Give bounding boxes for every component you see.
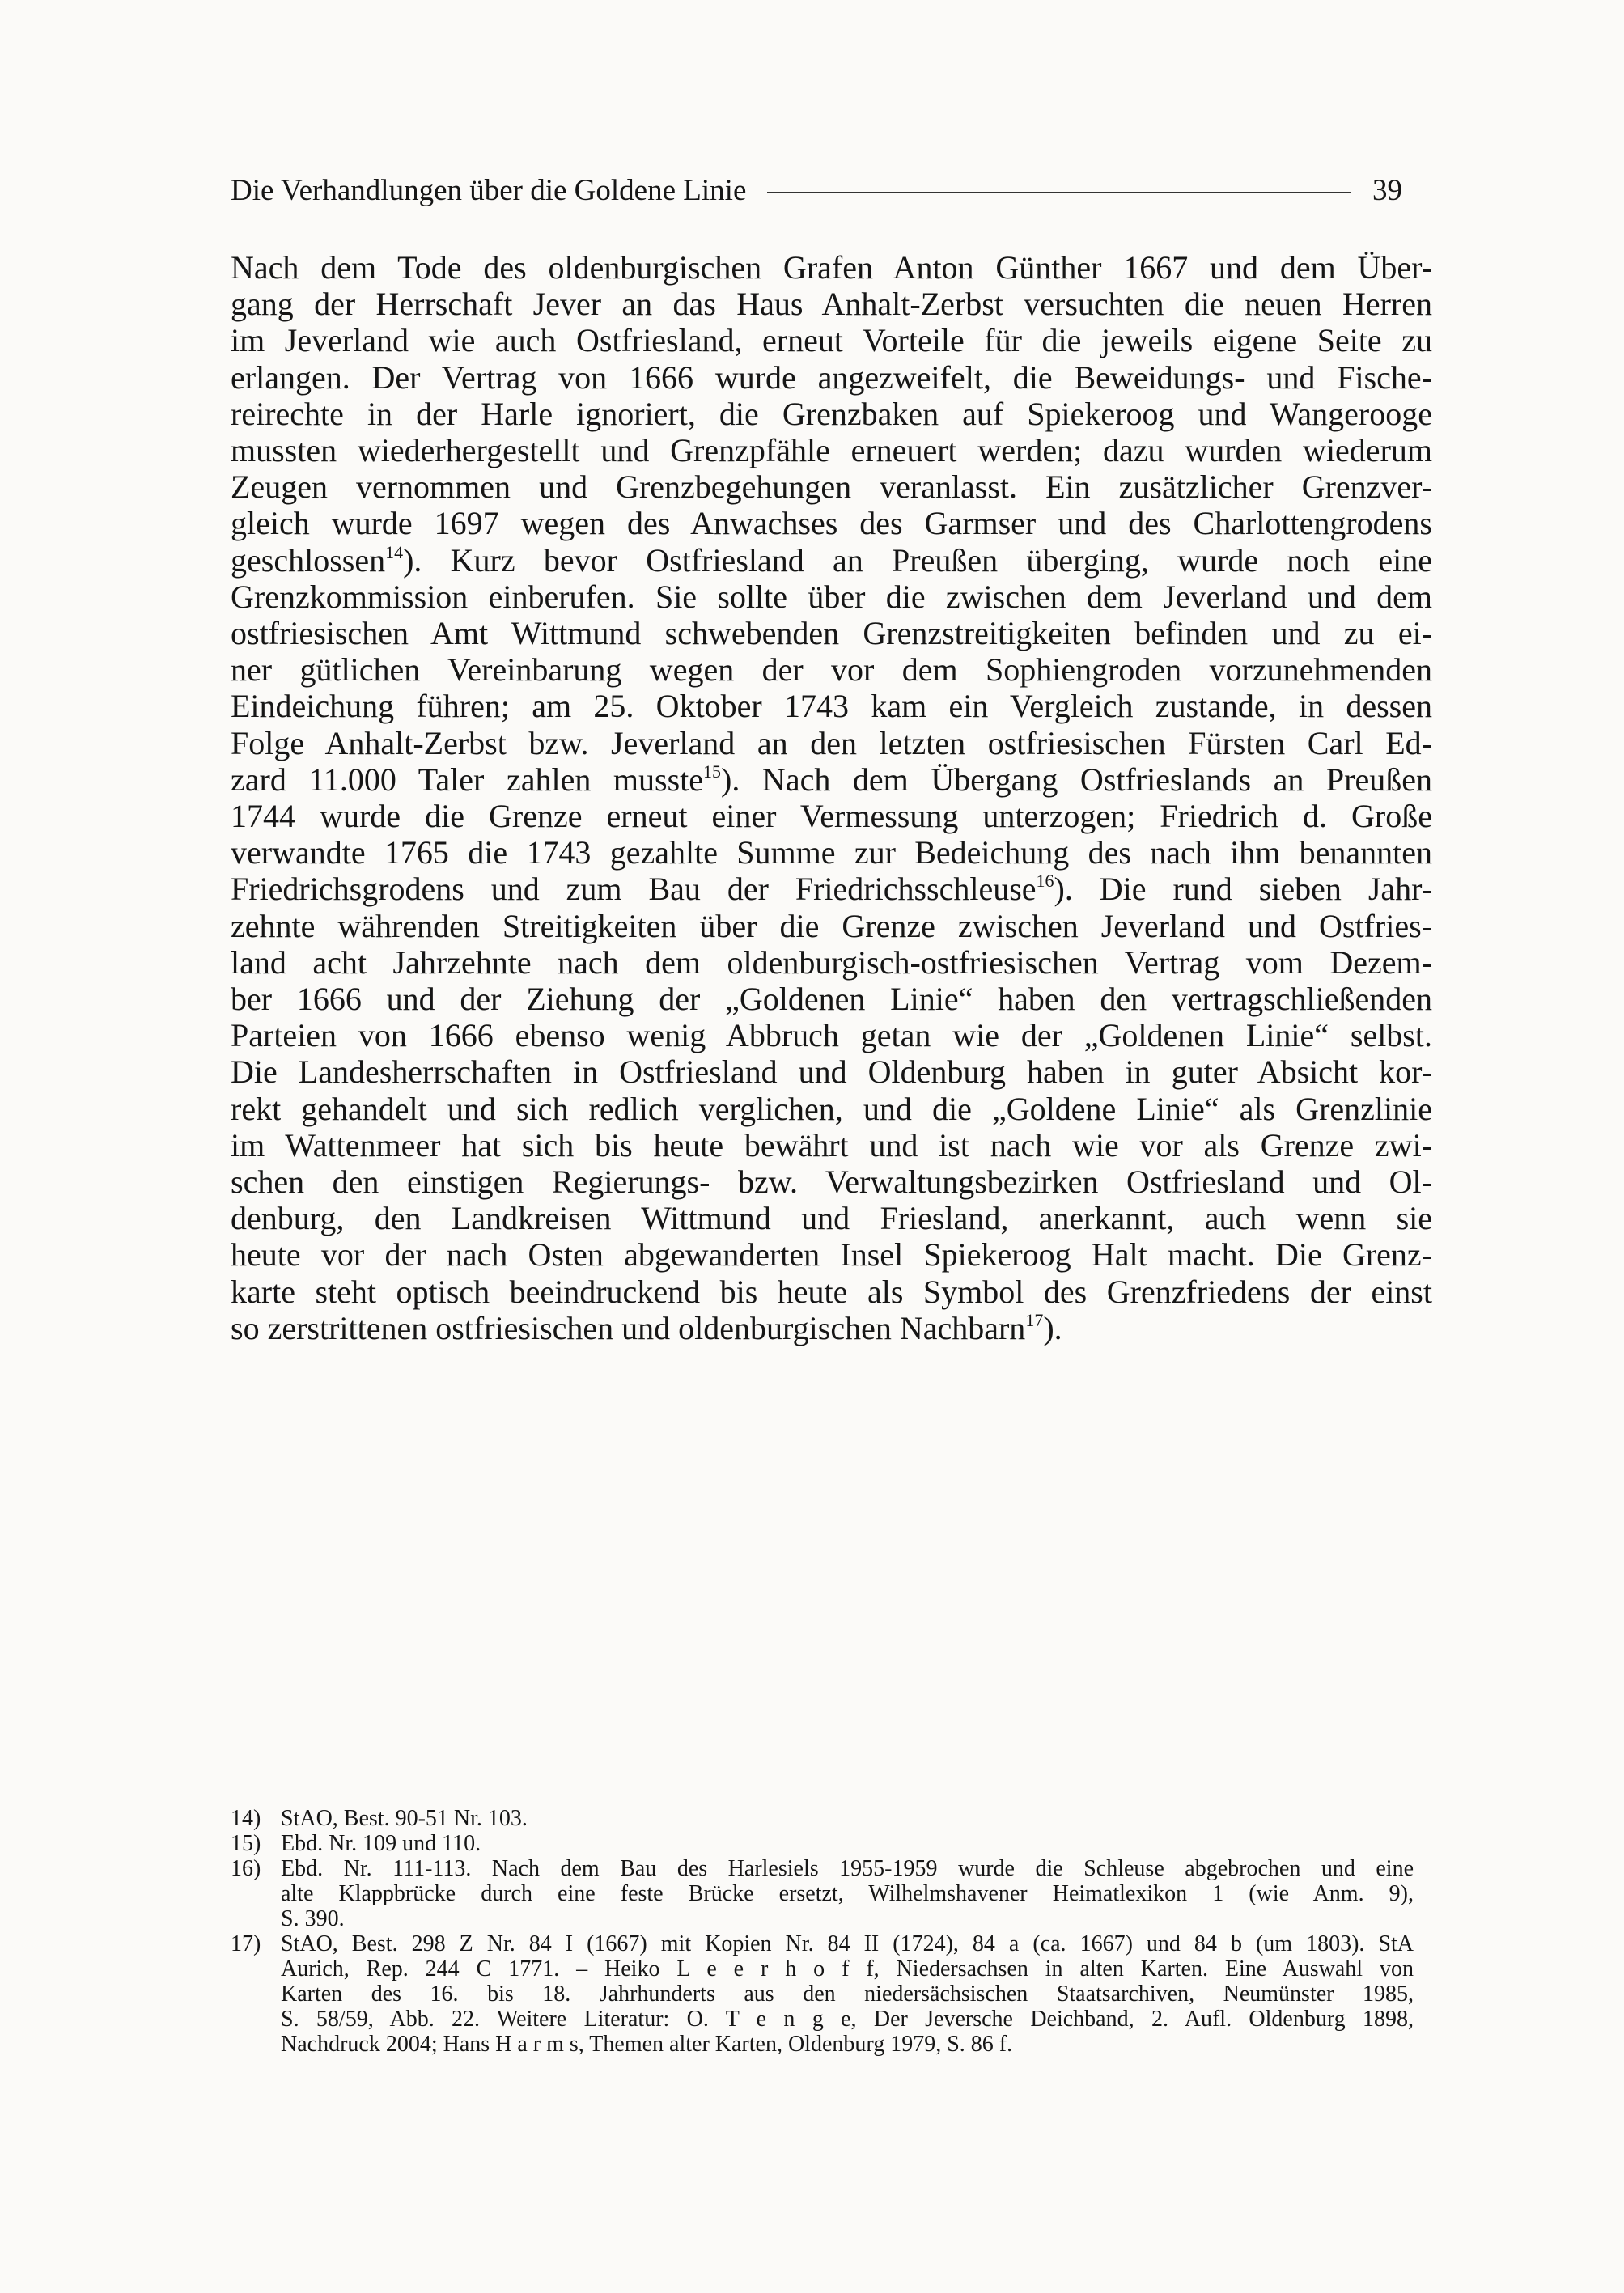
text-line: ostfriesischen Amt Wittmund schwebenden Grenzstreitigkeiten befinden und zu ei- xyxy=(231,615,1432,652)
footnote-ref: 14 xyxy=(385,541,404,562)
footnote-line: S. 390. xyxy=(281,1906,345,1931)
footnote-text xyxy=(281,1856,1414,1931)
text-segment: zard 11.000 Taler zahlen musste xyxy=(231,761,704,798)
text-line: Zeugen vernommen und Grenzbegehungen veranlasst. Ein zusätzlicher Grenzver- xyxy=(231,468,1432,506)
footnote-14 xyxy=(231,1806,1414,1831)
text-line: im Jeverland wie auch Ostfriesland, erneut Vorteile für die jeweils eigene Seite zu xyxy=(231,322,1432,359)
footnote-ref: 16 xyxy=(1036,871,1054,892)
text-line: ber 1666 und der Ziehung der „Goldenen Linie“ haben den vertragschließenden xyxy=(231,981,1432,1018)
text-line: im Wattenmeer hat sich bis heute bewährt und ist nach wie vor als Grenze zwi- xyxy=(231,1126,1432,1163)
footnote-number: 17) xyxy=(231,1931,261,1956)
text-segment: ). Die rund sieben Jahr- xyxy=(1054,871,1432,908)
text-segment: so zerstrittenen ostfriesischen und oldenburgischen Nachbarn xyxy=(231,1309,1026,1346)
text-line: 1744 wurde die Grenze erneut einer Vermessung unterzogen; Friedrich d. Große xyxy=(231,798,1432,835)
footnote-text xyxy=(281,1806,1414,1831)
text-line xyxy=(231,871,1432,907)
running-title: Die Verhandlungen über die Goldene Linie xyxy=(231,173,747,207)
text-line: erlangen. Der Vertrag von 1666 wurde angezweifelt, die Beweidungs- und Fische- xyxy=(231,358,1432,396)
footnote-line: StAO, Best. 90-51 Nr. 103. xyxy=(281,1806,528,1831)
footnote-line: Karten des 16. bis 18. Jahrhunderts aus den niedersächsischen Staatsarchiven, Neumünster 1985, xyxy=(281,1981,1414,2007)
header-rule xyxy=(767,192,1351,193)
text-line: Folge Anhalt-Zerbst bzw. Jeverland an den letzten ostfriesischen Fürsten Carl Ed- xyxy=(231,724,1432,761)
text-segment: geschlossen xyxy=(231,541,386,579)
main-text xyxy=(231,249,1432,1346)
text-line: schen den einstigen Regierungs- bzw. Verwaltungsbezirken Ostfriesland und Ol- xyxy=(231,1163,1432,1201)
text-line: verwandte 1765 die 1743 gezahlte Summe zur Bedeichung des nach ihm benannten xyxy=(231,834,1432,871)
text-line: land acht Jahrzehnte nach dem oldenburgisch-ostfriesischen Vertrag vom Dezem- xyxy=(231,943,1432,981)
footnote-15 xyxy=(231,1831,1414,1856)
footnote-text xyxy=(281,1931,1414,2057)
footnote-number: 14) xyxy=(231,1806,261,1831)
footnote-line: Ebd. Nr. 109 und 110. xyxy=(281,1831,481,1856)
footnote-line: alte Klappbrücke durch eine feste Brücke ersetzt, Wilhelmshavener Heimatlexikon 1 (wie Anm. 9), xyxy=(281,1881,1414,1906)
text-line: karte steht optisch beeindruckend bis heute als Symbol des Grenzfriedens der einst xyxy=(231,1273,1432,1310)
footnote-ref: 15 xyxy=(703,761,722,782)
text-line: reirechte in der Harle ignoriert, die Grenzbaken auf Spiekeroog und Wangerooge xyxy=(231,395,1432,432)
footnote-number: 15) xyxy=(231,1831,261,1856)
text-line: gang der Herrschaft Jever an das Haus Anhalt-Zerbst versuchten die neuen Herren xyxy=(231,286,1432,323)
text-line: denburg, den Landkreisen Wittmund und Friesland, anerkannt, auch wenn sie xyxy=(231,1200,1432,1237)
text-line: heute vor der nach Osten abgewanderten Insel Spiekeroog Halt macht. Die Grenz- xyxy=(231,1236,1432,1274)
footnote-17 xyxy=(231,1931,1414,2057)
footnotes xyxy=(231,1806,1414,2057)
text-line: Eindeichung führen; am 25. Oktober 1743 kam ein Vergleich zustande, in dessen xyxy=(231,688,1432,725)
page-number: 39 xyxy=(1372,173,1402,207)
text-line: Nach dem Tode des oldenburgischen Grafen Anton Günther 1667 und dem Über- xyxy=(231,249,1432,286)
text-segment: ). Nach dem Übergang Ostfrieslands an Preußen xyxy=(721,761,1432,798)
text-segment: ). Kurz bevor Ostfriesland an Preußen überging, wurde noch eine xyxy=(403,541,1432,579)
footnote-line: StAO, Best. 298 Z Nr. 84 I (1667) mit Kopien Nr. 84 II (1724), 84 a (ca. 1667) und 84 b (um 1803). StA xyxy=(281,1931,1414,1956)
text-line: Grenzkommission einberufen. Sie sollte über die zwischen dem Jeverland und dem xyxy=(231,578,1432,615)
footnote-text xyxy=(281,1831,1414,1856)
text-line: zehnte währenden Streitigkeiten über die Grenze zwischen Jeverland und Ostfries- xyxy=(231,907,1432,944)
text-segment: ). xyxy=(1043,1309,1062,1346)
footnote-ref: 17 xyxy=(1025,1309,1044,1330)
text-line: Parteien von 1666 ebenso wenig Abbruch getan wie der „Goldenen Linie“ selbst. xyxy=(231,1017,1432,1054)
footnote-line: Aurich, Rep. 244 C 1771. – Heiko L e e r h o f f, Niedersachsen in alten Karten. Eine Auswahl von xyxy=(281,1956,1414,1981)
running-header xyxy=(231,167,1402,213)
text-line: gleich wurde 1697 wegen des Anwachses des Garmser und des Charlottengrodens xyxy=(231,505,1432,542)
text-line: mussten wiederhergestellt und Grenzpfähle erneuert werden; dazu wurden wiederum xyxy=(231,432,1432,469)
text-segment: Friedrichsgrodens und zum Bau der Friedrichsschleuse xyxy=(231,871,1037,908)
text-line: Die Landesherrschaften in Ostfriesland und Oldenburg haben in guter Absicht kor- xyxy=(231,1053,1432,1091)
text-line xyxy=(231,542,1432,579)
text-line xyxy=(231,1310,1432,1346)
text-line: rekt gehandelt und sich redlich verglichen, und die „Goldene Linie“ als Grenzlinie xyxy=(231,1090,1432,1127)
footnote-16 xyxy=(231,1856,1414,1931)
footnote-line: Ebd. Nr. 111-113. Nach dem Bau des Harlesiels 1955-1959 wurde die Schleuse abgebrochen und eine xyxy=(281,1856,1414,1881)
footnote-number: 16) xyxy=(231,1856,261,1881)
text-line: ner gütlichen Vereinbarung wegen der vor dem Sophiengroden vorzunehmenden xyxy=(231,651,1432,689)
footnote-line: Nachdruck 2004; Hans H a r m s, Themen alter Karten, Oldenburg 1979, S. 86 f. xyxy=(281,2032,1013,2057)
footnote-line: S. 58/59, Abb. 22. Weitere Literatur: O. T e n g e, Der Jeversche Deichband, 2. Aufl. Oldenburg 1898, xyxy=(281,2007,1414,2032)
text-line xyxy=(231,761,1432,798)
